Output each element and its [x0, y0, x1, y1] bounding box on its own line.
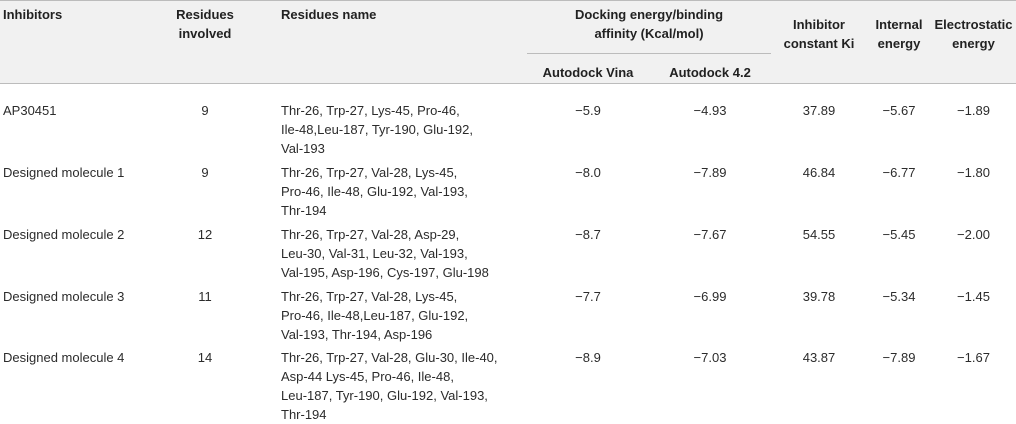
row-1-ad42: −7.89 [693, 165, 727, 180]
row-2-electrostatic: −2.00 [957, 227, 990, 242]
row-0-electrostatic: −1.89 [957, 103, 990, 118]
row-1-inhibitor: Designed molecule 1 [3, 165, 125, 180]
row-2-inhibitor: Designed molecule 2 [3, 227, 125, 242]
row-3-electrostatic: −1.45 [957, 289, 990, 304]
row-3-residues: 11 [198, 289, 212, 304]
row-4-electrostatic: −1.67 [957, 350, 990, 365]
row-2-ki: 54.55 [802, 227, 836, 242]
header-bottom-rule [0, 83, 1016, 84]
row-4-inhibitor: Designed molecule 4 [3, 350, 125, 365]
row-1-names: Thr-26, Trp-27, Val-28, Lys-45, Pro-46, Ile-48, Glu-192, Val-193, Thr-194 [281, 165, 468, 218]
header-inhibitors: Inhibitors [3, 7, 63, 22]
row-1-residues: 9 [201, 165, 209, 180]
header-docking-energy: Docking energy/binding affinity (Kcal/mol) [574, 7, 724, 41]
row-0-internal: −5.67 [882, 103, 916, 118]
header-inhibitor-constant: Inhibitor constant Ki [783, 17, 855, 51]
header-autodock-vina: Autodock Vina [542, 65, 634, 80]
row-1-ki: 46.84 [802, 165, 836, 180]
row-4-ki: 43.87 [802, 350, 836, 365]
top-rule [0, 0, 1016, 1]
row-3-names: Thr-26, Trp-27, Val-28, Lys-45, Pro-46, Ile-48,Leu-187, Glu-192, Val-193, Thr-194, Asp-196 [281, 289, 469, 342]
header-electrostatic-energy: Electrostatic energy [934, 17, 1013, 51]
row-0-ki: 37.89 [802, 103, 836, 118]
row-2-ad42: −7.67 [693, 227, 727, 242]
row-0-residues: 9 [201, 103, 209, 118]
header-autodock-42: Autodock 4.2 [669, 65, 751, 80]
row-3-internal: −5.34 [882, 289, 916, 304]
row-4-residues: 14 [197, 350, 213, 365]
header-residues-involved: Residues involved [176, 7, 234, 41]
row-4-vina: −8.9 [575, 350, 601, 365]
row-3-ki: 39.78 [802, 289, 836, 304]
row-3-ad42: −6.99 [693, 289, 727, 304]
row-0-vina: −5.9 [575, 103, 601, 118]
docking-subheader-rule [527, 53, 771, 54]
row-0-names: Thr-26, Trp-27, Lys-45, Pro-46, Ile-48,Leu-187, Tyr-190, Glu-192, Val-193 [281, 103, 473, 156]
row-3-vina: −7.7 [575, 289, 601, 304]
row-0-ad42: −4.93 [693, 103, 727, 118]
row-3-inhibitor: Designed molecule 3 [3, 289, 125, 304]
row-4-names: Thr-26, Trp-27, Val-28, Glu-30, Ile-40, Asp-44 Lys-45, Pro-46, Ile-48, Leu-187, Tyr-190, Glu-192, Val-193, Thr-194 [281, 350, 498, 422]
row-1-vina: −8.0 [575, 165, 601, 180]
header-residues-name: Residues name [281, 7, 377, 22]
row-4-ad42: −7.03 [693, 350, 727, 365]
row-2-internal: −5.45 [882, 227, 916, 242]
row-2-names: Thr-26, Trp-27, Val-28, Asp-29, Leu-30, Val-31, Leu-32, Val-193, Val-195, Asp-196, Cys-197, Glu-198 [281, 227, 489, 280]
row-4-internal: −7.89 [882, 350, 916, 365]
row-1-internal: −6.77 [882, 165, 916, 180]
row-2-residues: 12 [197, 227, 213, 242]
row-2-vina: −8.7 [575, 227, 601, 242]
row-1-electrostatic: −1.80 [957, 165, 990, 180]
row-0-inhibitor: AP30451 [3, 103, 57, 118]
header-internal-energy: Internal energy [875, 17, 923, 51]
